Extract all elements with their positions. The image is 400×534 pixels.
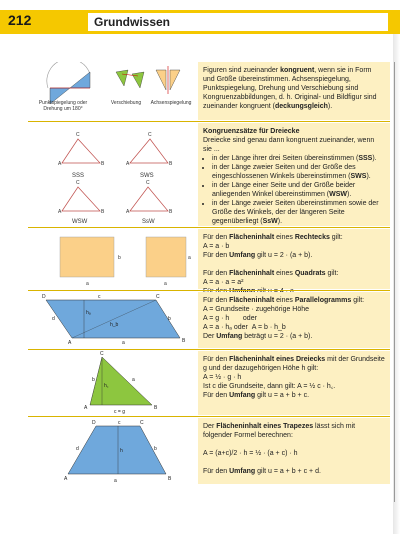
svg-text:A: A <box>126 209 130 215</box>
caption-axis-reflection: Achsenspiegelung <box>150 100 192 106</box>
theorems-text <box>198 123 390 226</box>
svg-text:h꜀: h꜀ <box>104 383 109 389</box>
parallelogram-figure-box <box>28 292 196 348</box>
svg-text:D: D <box>92 420 96 426</box>
svg-text:B: B <box>182 338 186 344</box>
svg-text:C: C <box>100 351 104 357</box>
triangle-figure-box <box>28 351 196 415</box>
margin-line <box>394 62 400 502</box>
svg-text:c = g: c = g <box>114 409 125 415</box>
list-item: • in der Länge einer Seite und der Größe beider anliegenden Winkel übereinstimmen (WSW). <box>212 181 385 199</box>
svg-text:b: b <box>92 377 95 383</box>
theorems-list <box>203 154 385 226</box>
svg-text:hₐ: hₐ <box>86 310 91 316</box>
formula: A = a · a = a² <box>203 279 244 286</box>
svg-text:a: a <box>132 377 135 383</box>
triangle-text: Für den Flächeninhalt eines Dreiecks mit der Grundseite g und der dazugehörigen Höhe h gilt: A = ½ · g · h Ist c die Grundseite, dann gilt: A = ½ c · h꜀. Für den Umfang gilt u = a + b + c. <box>198 351 390 415</box>
label-sss: SSS <box>72 173 85 179</box>
section-congruence <box>28 62 390 120</box>
formula: A = ½ · g · h <box>203 374 242 381</box>
svg-text:c: c <box>98 294 101 300</box>
svg-text:A: A <box>126 161 130 167</box>
svg-text:C: C <box>148 132 152 138</box>
svg-text:C: C <box>146 180 150 186</box>
svg-text:C: C <box>76 180 80 186</box>
triangle-area-figure <box>28 351 196 415</box>
trapezoid-figure <box>28 418 196 484</box>
svg-text:a: a <box>188 255 191 261</box>
svg-text:b: b <box>154 446 157 452</box>
svg-text:A: A <box>84 405 88 411</box>
term-deckungsgleich: deckungsgleich <box>275 103 328 110</box>
label-wsw: WSW <box>72 219 88 225</box>
rectangle-text: Für den Flächeninhalt eines Rechtecks gilt: A = a · b Für den Umfang gilt u = 2 · (a + b). Für den Flächeninhalt eines Quadrats gilt: A = a · a = a² <box>198 229 390 289</box>
list-item: • in der Länge zweier Seiten und der Größe des eingeschlossenen Winkels übereinstimmen (SWS). <box>212 163 385 181</box>
svg-text:C: C <box>76 132 80 138</box>
caption-translation: Verschiebung <box>110 100 142 106</box>
svg-text:A: A <box>58 161 62 167</box>
svg-text:a: a <box>164 281 167 287</box>
theorems-title: Kongruenzsätze für Dreiecke <box>203 128 300 135</box>
divider <box>28 290 390 291</box>
parallelogram-figure <box>28 292 196 348</box>
svg-text:B: B <box>101 209 105 215</box>
formula: A = a · b <box>203 243 230 250</box>
svg-text:C: C <box>140 420 144 426</box>
svg-text:c: c <box>118 420 121 426</box>
section-triangle <box>28 351 390 415</box>
list-item: • in der Länge ihrer drei Seiten übereinstimmen (SSS). <box>212 154 385 163</box>
svg-text:a: a <box>114 478 117 484</box>
divider <box>28 227 390 228</box>
divider <box>28 416 390 417</box>
divider <box>28 349 390 350</box>
triangle-figures <box>28 123 196 226</box>
svg-text:C: C <box>156 294 160 300</box>
label-sws: SWS <box>140 173 154 179</box>
svg-text:d: d <box>52 316 55 322</box>
svg-text:B: B <box>168 476 172 482</box>
svg-text:A: A <box>58 209 62 215</box>
svg-text:a: a <box>122 340 125 346</box>
svg-text:b: b <box>168 316 171 322</box>
theorems-intro: Dreiecke sind genau dann kongruent zueinander, wenn sie ... <box>203 137 375 153</box>
svg-text:B: B <box>101 161 105 167</box>
svg-text:b: b <box>118 255 121 261</box>
svg-text:d: d <box>76 446 79 452</box>
parallelogram-text: Für den Flächeninhalt eines Parallelogramms gilt: A = Grundseite · zugehörige Höhe A = g · h oder A = a · hₐ oder A = b · h_b Der Umfang beträgt u = 2 · (a + b). <box>198 292 390 348</box>
section-parallelogram <box>28 292 390 348</box>
label-ssw: SsW <box>142 219 155 225</box>
triangles-figure <box>28 123 196 226</box>
svg-text:B: B <box>154 405 158 411</box>
text: ). <box>327 103 333 110</box>
divider <box>28 121 390 122</box>
trapezoid-figure-box <box>28 418 196 484</box>
page-header <box>0 10 400 34</box>
svg-text:D: D <box>42 294 46 300</box>
svg-text:A: A <box>68 340 72 346</box>
section-congruence-theorems <box>28 123 390 226</box>
congruence-figures <box>28 62 196 120</box>
text: , wenn sie in Form und Größe übereinstimmen. Achsenspiegelung, Punktspiegelung, Drehung und Verschiebung sind Kongruenzabbildungen, d. h. Original- und Bildfigur sind zueinander kongruent ( <box>203 67 377 110</box>
svg-text:A: A <box>64 476 68 482</box>
section-trapezoid <box>28 418 390 484</box>
page-number: 212 <box>8 12 32 28</box>
svg-text:B: B <box>169 161 173 167</box>
section-rectangle <box>28 229 390 289</box>
formula: Ist c die Grundseite, dann gilt: A = ½ c · h꜀. <box>203 383 336 390</box>
text: Figuren sind zueinander <box>203 67 281 74</box>
trapezoid-text: Der Flächeninhalt eines Trapezes lässt sich mit folgender Formel berechnen: A = (a+c)/2 · h = ½ · (a + c) · h Für den Umfang gilt u = a + b + c + d. <box>198 418 390 484</box>
term-kongruent: kongruent <box>280 67 315 74</box>
svg-text:h_b: h_b <box>110 322 119 328</box>
rectangle-figure <box>28 229 196 289</box>
svg-text:B: B <box>169 209 173 215</box>
caption-point-reflection: Punktspiegelung oder Drehung um 180° <box>38 100 88 112</box>
svg-text:h: h <box>120 448 123 454</box>
page-title: Grundwissen <box>88 13 388 31</box>
svg-text:a: a <box>86 281 89 287</box>
rectangle-figures <box>28 229 196 289</box>
formula: A = (a+c)/2 · h = ½ · (a + c) · h <box>203 450 298 457</box>
list-item: • in der Länge zweier Seiten übereinstimmen sowie der Größe des Winkels, der der längeren Seite gegenüberliegt (SsW). <box>212 199 385 226</box>
congruence-text <box>198 62 390 120</box>
